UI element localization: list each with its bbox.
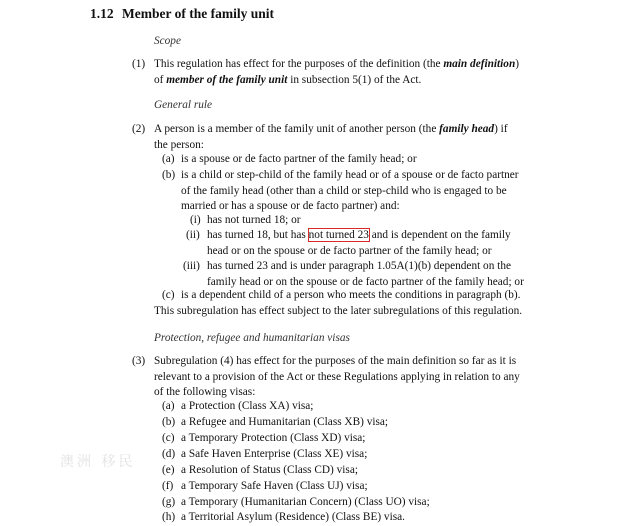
subitem-ii-line-1 (207, 228, 511, 244)
para-1-label: (1) (132, 58, 146, 70)
item-b-text (181, 168, 519, 215)
para-2-line-2: the person: (154, 138, 204, 151)
item-b-line: of the family head (other than a child or step-child who is engaged to be (181, 184, 507, 197)
item-b-label: (b) (162, 169, 176, 181)
subitem-iii-line: family head or on the spouse or de facto partner of the family head; or (207, 275, 524, 288)
text-run: has turned 18, but has (207, 229, 309, 241)
visa-item-text: a Temporary (Humanitarian Concern) (Class UO) visa; (181, 496, 430, 508)
protection-heading: Protection, refugee and humanitarian visas (154, 332, 350, 344)
text-run: A person is a member of the family unit of another person (the (154, 123, 440, 135)
visa-item-text: a Protection (Class XA) visa; (181, 400, 314, 412)
text-run: ) (515, 58, 519, 70)
item-a-text: is a spouse or de facto partner of the family head; or (181, 153, 417, 165)
para-2-line-1 (154, 122, 508, 138)
text-run: ) if (494, 123, 508, 135)
text-run: in subsection 5(1) of the Act. (287, 73, 422, 86)
item-a-label: (a) (162, 153, 175, 165)
visa-item-text: a Temporary Protection (Class XD) visa; (181, 432, 366, 444)
para-3-label: (3) (132, 355, 146, 367)
visa-item-label: (d) (162, 448, 176, 460)
text-run: of (154, 73, 167, 86)
para-2-closing: This subregulation has effect subject to the later subregulations of this regulation. (154, 305, 523, 317)
para-3-line: Subregulation (4) has effect for the purposes of the main definition so far as it is (154, 355, 517, 367)
visa-item-text: a Temporary Safe Haven (Class UJ) visa; (181, 480, 368, 492)
para-3-line: of the following visas: (154, 386, 256, 398)
section-heading (90, 6, 274, 22)
visa-item-label: (c) (162, 432, 175, 444)
visa-item-text: a Territorial Asylum (Residence) (Class BE) visa. (181, 511, 405, 523)
defined-term-member: member of the family unit (166, 73, 288, 86)
para-1 (154, 57, 519, 88)
visa-item-label: (g) (162, 496, 176, 508)
subitem-ii-text (207, 228, 511, 259)
section-number: 1.12 (90, 6, 114, 21)
text-run: This regulation has effect for the purposes of the definition (the (154, 58, 444, 70)
subitem-iii-text (207, 259, 524, 290)
subitem-i-text: has not turned 18; or (207, 214, 301, 226)
subitem-i-label: (i) (190, 214, 201, 226)
visa-item-text: a Safe Haven Enterprise (Class XE) visa; (181, 448, 368, 460)
visa-item-label: (h) (162, 511, 176, 523)
subitem-iii-label: (iii) (183, 260, 200, 272)
subitem-ii-label: (ii) (186, 229, 200, 241)
para-1-line-1 (154, 57, 519, 73)
visa-item-text: a Refugee and Humanitarian (Class XB) visa; (181, 416, 389, 428)
watermark: 澳洲 移民 (60, 454, 136, 470)
para-2 (154, 122, 508, 153)
section-title: Member of the family unit (122, 6, 274, 21)
item-c-text: is a dependent child of a person who meets the conditions in paragraph (b). (181, 289, 521, 301)
subitem-ii-line-2: head or on the spouse or de facto partner of the family head; or (207, 244, 492, 257)
visa-item-label: (a) (162, 400, 175, 412)
para-3-line: relevant to a provision of the Act or these Regulations applying in relation to any (154, 370, 520, 383)
scope-heading: Scope (154, 35, 181, 47)
visa-item-label: (e) (162, 464, 175, 476)
visa-item-label: (b) (162, 416, 176, 428)
defined-term-main-definition: main definition (443, 58, 516, 70)
visa-item-text: a Resolution of Status (Class CD) visa; (181, 464, 358, 476)
item-b-line: is a child or step-child of the family head or of a spouse or de facto partner (181, 169, 519, 181)
defined-term-family-head: family head (439, 123, 495, 135)
general-rule-heading: General rule (154, 99, 213, 111)
para-2-label: (2) (132, 123, 146, 135)
subitem-iii-line: has turned 23 and is under paragraph 1.05A(1)(b) dependent on the (207, 260, 511, 272)
item-b-line: married or has a spouse or de facto partner) and: (181, 200, 400, 212)
item-c-label: (c) (162, 289, 175, 301)
para-1-line-2 (154, 73, 519, 89)
para-3 (154, 354, 520, 401)
text-run: and is dependent on the family (368, 229, 511, 241)
highlighted-phrase: not turned 23 (308, 229, 369, 241)
visa-item-label: (f) (162, 480, 174, 492)
